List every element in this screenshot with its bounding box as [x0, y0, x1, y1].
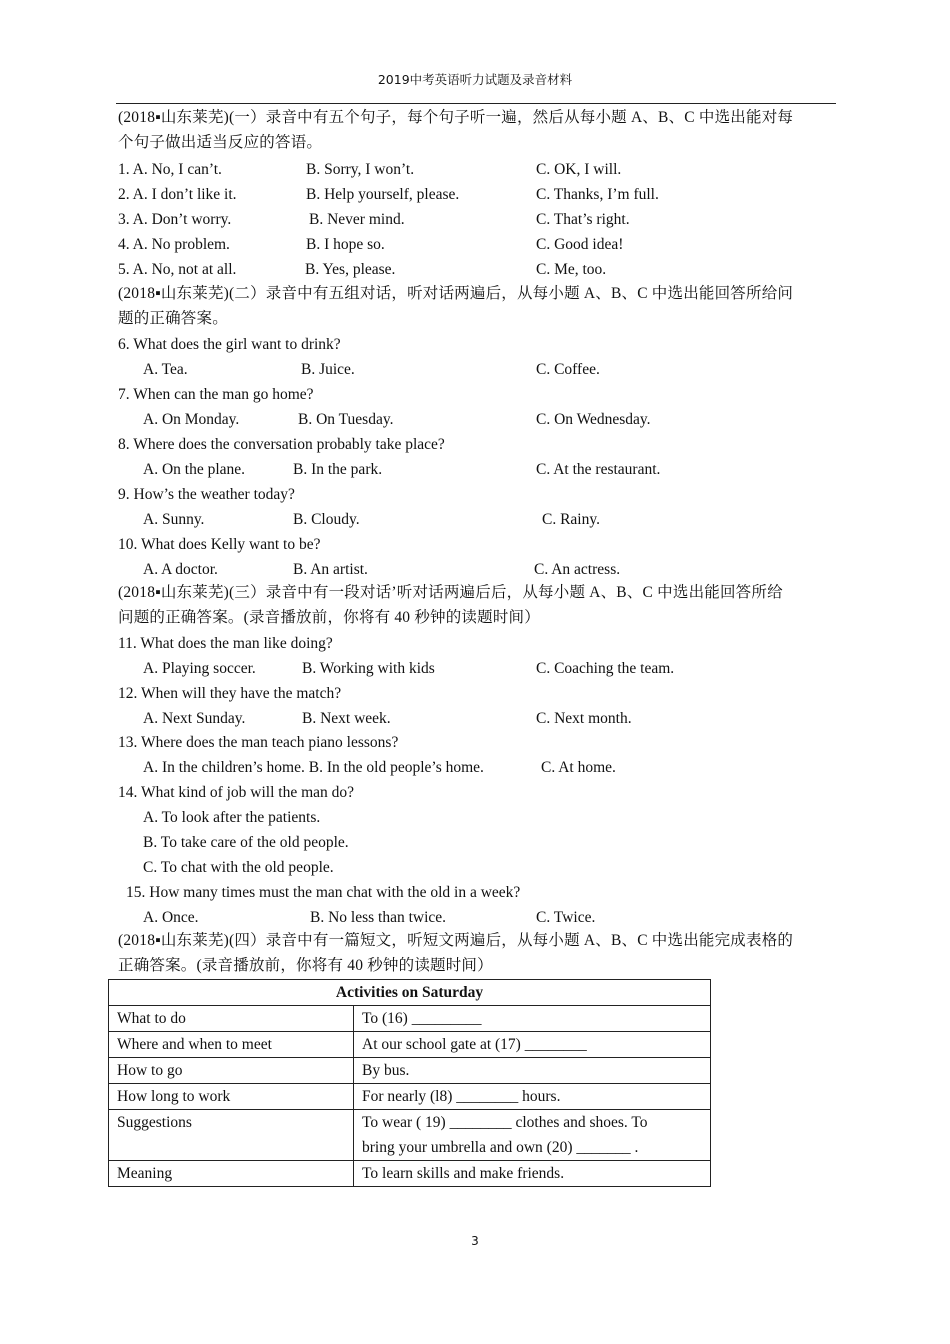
option-a: A. A doctor. [143, 561, 218, 578]
option-b: B. Working with kids [302, 660, 435, 677]
option-ab: A. In the children’s home. B. In the old people’s home. [143, 759, 484, 776]
row-label: Suggestions [109, 1110, 354, 1161]
option-b: B. An artist. [293, 561, 368, 578]
section-4-instruction-cont: 正确答案。(录音播放前，你将有 40 秒钟的读题时间） [118, 957, 493, 974]
row-value-line-2: bring your umbrella and own (20) _______ . [362, 1139, 639, 1156]
option-a: A. On Monday. [143, 411, 240, 428]
option-b: B. On Tuesday. [298, 411, 394, 428]
question-14-option-c: C. To chat with the old people. [143, 859, 334, 876]
section-2-instruction-cont: 题的正确答案。 [118, 310, 228, 327]
row-value: At our school gate at (17) ________ [354, 1032, 711, 1058]
row-value-line-1: To wear ( 19) ________ clothes and shoes. To [362, 1114, 648, 1131]
option-c: C. OK, I will. [536, 161, 622, 178]
option-c: C. At the restaurant. [536, 461, 661, 478]
option-a: A. On the plane. [143, 461, 246, 478]
option-b: B. Yes, please. [305, 261, 396, 278]
table-row [109, 1058, 711, 1084]
option-c: C. Coffee. [536, 361, 600, 378]
page-number: 3 [471, 1234, 479, 1248]
section-2-instruction: (2018▪山东莱芜)(二）录音中有五组对话，听对话两遍后，从每小题 A、B、C 中选出能回答所给问 [118, 285, 794, 302]
option-b: B. Cloudy. [293, 511, 360, 528]
section-1-instruction: (2018▪山东莱芜)(一）录音中有五个句子，每个句子听一遍，然后从每小题 A、B、C 中选出能对每 [118, 109, 794, 126]
row-value: For nearly (l8) ________ hours. [354, 1084, 711, 1110]
option-a: A. Playing soccer. [143, 660, 256, 677]
row-value [354, 1110, 711, 1161]
option-c: C. Good idea! [536, 236, 624, 253]
question-12-stem: 12. When will they have the match? [118, 685, 342, 702]
table-row [109, 1006, 711, 1032]
row-label: How long to work [109, 1084, 354, 1110]
option-a: A. Next Sunday. [143, 710, 246, 727]
option-a: A. Once. [143, 909, 199, 926]
row-value: To learn skills and make friends. [354, 1161, 711, 1187]
option-b: B. Never mind. [309, 211, 405, 228]
header-rule [116, 103, 836, 104]
option-b: B. Help yourself, please. [306, 186, 460, 203]
option-b: B. Next week. [302, 710, 391, 727]
option-c: C. Me, too. [536, 261, 607, 278]
option-c: C. Coaching the team. [536, 660, 675, 677]
question-11-stem: 11. What does the man like doing? [118, 635, 333, 652]
option-a: 2. A. I don’t like it. [118, 186, 237, 203]
option-c: C. On Wednesday. [536, 411, 651, 428]
row-label: What to do [109, 1006, 354, 1032]
row-label: Meaning [109, 1161, 354, 1187]
option-b: B. Sorry, I won’t. [306, 161, 415, 178]
question-14-stem: 14. What kind of job will the man do? [118, 784, 355, 801]
option-a: 1. A. No, I can’t. [118, 161, 222, 178]
question-14-option-b: B. To take care of the old people. [143, 834, 349, 851]
option-a: A. Sunny. [143, 511, 205, 528]
section-4-instruction: (2018▪山东莱芜)(四）录音中有一篇短文，听短文两遍后，从每小题 A、B、C 中选出能完成表格的 [118, 932, 794, 949]
row-value: To (16) _________ [354, 1006, 711, 1032]
option-c: C. Rainy. [542, 511, 600, 528]
option-a: 5. A. No, not at all. [118, 261, 237, 278]
option-c: C. Twice. [536, 909, 596, 926]
option-c: C. That’s right. [536, 211, 630, 228]
option-c: C. An actress. [534, 561, 621, 578]
section-1-instruction-cont: 个句子做出适当反应的答语。 [118, 134, 323, 151]
option-c: C. At home. [541, 759, 616, 776]
table-title: Activities on Saturday [109, 980, 711, 1006]
question-13-stem: 13. Where does the man teach piano lessons? [118, 734, 399, 751]
table-row [109, 1032, 711, 1058]
option-c: C. Thanks, I’m full. [536, 186, 659, 203]
option-c: C. Next month. [536, 710, 632, 727]
option-a: A. Tea. [143, 361, 188, 378]
section-3-instruction-cont: 问题的正确答案。(录音播放前，你将有 40 秒钟的读题时间） [118, 609, 540, 626]
question-15-stem: 15. How many times must the man chat with the old in a week? [126, 884, 521, 901]
activities-table [108, 979, 711, 1187]
question-6-stem: 6. What does the girl want to drink? [118, 336, 341, 353]
question-10-stem: 10. What does Kelly want to be? [118, 536, 321, 553]
option-a: 3. A. Don’t worry. [118, 211, 232, 228]
question-14-option-a: A. To look after the patients. [143, 809, 321, 826]
table-row [109, 1161, 711, 1187]
question-9-stem: 9. How’s the weather today? [118, 486, 295, 503]
row-label: Where and when to meet [109, 1032, 354, 1058]
option-b: B. Juice. [301, 361, 355, 378]
page-header: 2019中考英语听力试题及录音材料 [377, 72, 573, 87]
question-8-stem: 8. Where does the conversation probably take place? [118, 436, 445, 453]
section-3-instruction: (2018▪山东莱芜)(三）录音中有一段对话’听对话两遍后后，从每小题 A、B、C 中选出能回答所给 [118, 584, 783, 601]
option-a: 4. A. No problem. [118, 236, 230, 253]
row-value: By bus. [354, 1058, 711, 1084]
option-b: B. No less than twice. [310, 909, 447, 926]
question-7-stem: 7. When can the man go home? [118, 386, 314, 403]
row-label: How to go [109, 1058, 354, 1084]
table-row [109, 1084, 711, 1110]
table-row [109, 1110, 711, 1161]
option-b: B. In the park. [293, 461, 383, 478]
option-b: B. I hope so. [306, 236, 385, 253]
